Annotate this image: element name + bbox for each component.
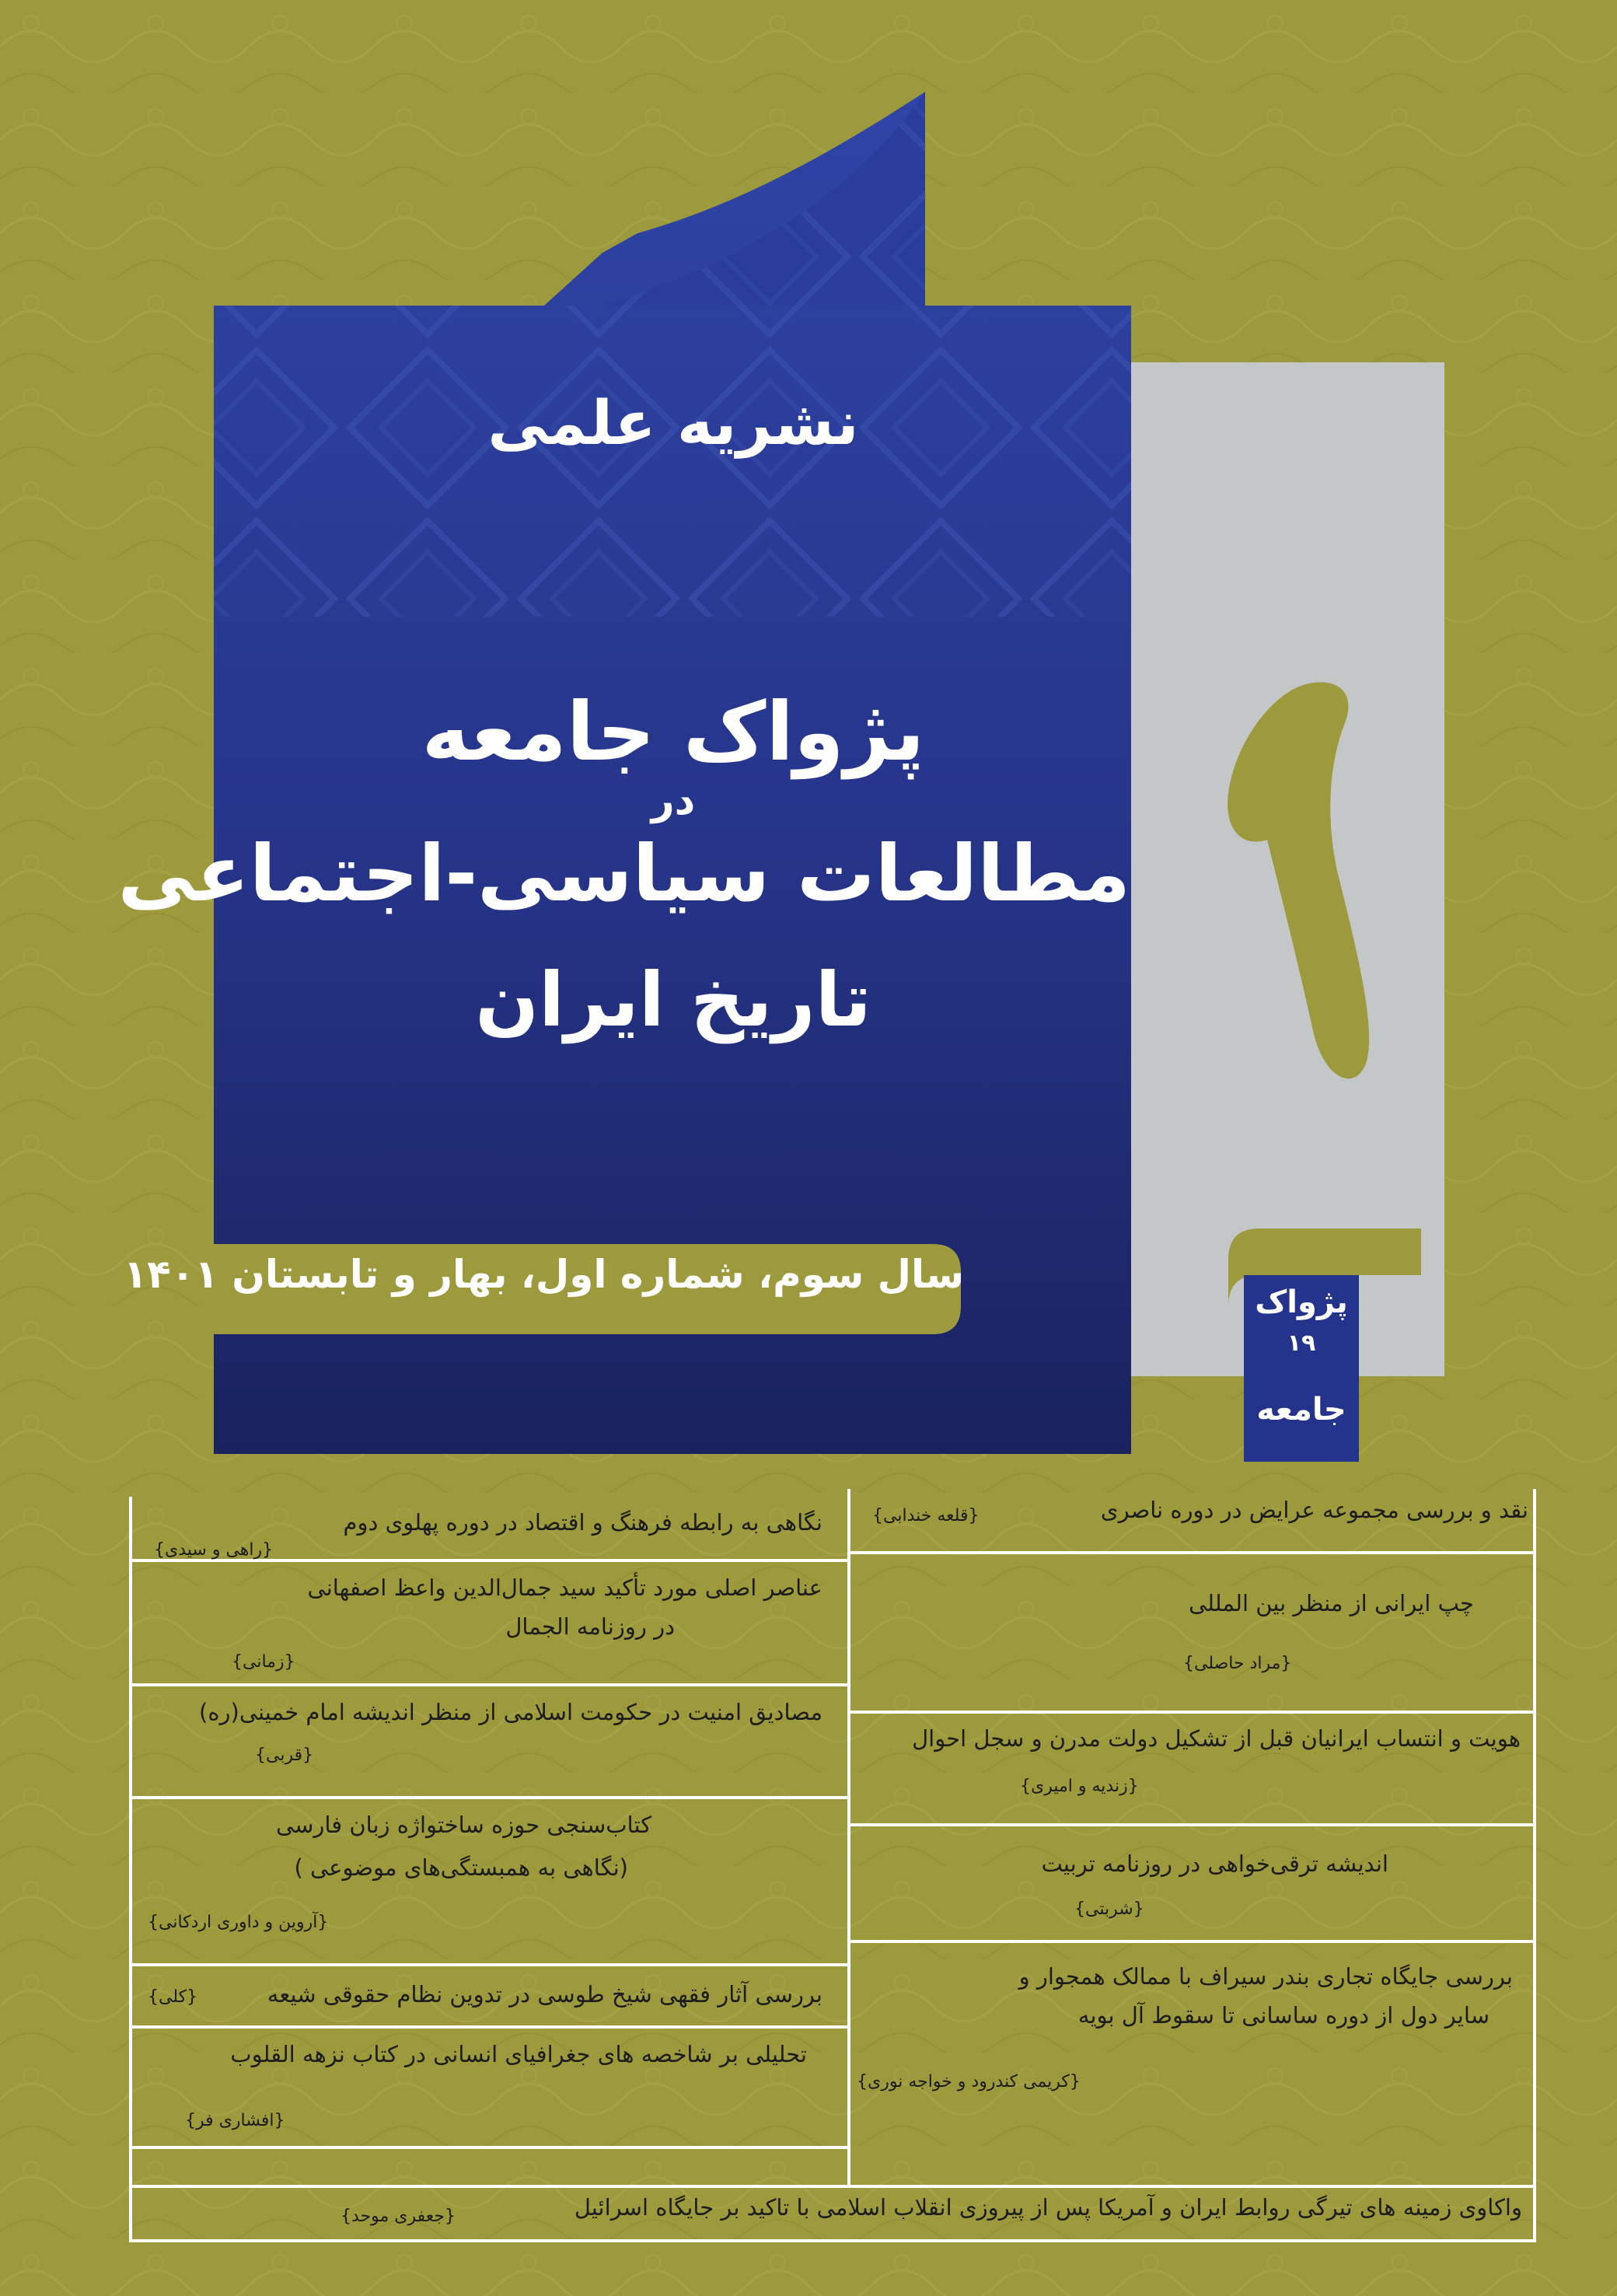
title-connector: در — [651, 778, 696, 824]
issue-info: سال سوم، شماره اول، بهار و تابستان ۱۴۰۱ — [123, 1252, 964, 1297]
toc-title: عناصر اصلی مورد تأکید سید جمال‌الدین واعظ اصفهانی — [307, 1574, 822, 1601]
issue-number-glyph — [1189, 669, 1392, 1104]
toc-item[interactable] — [138, 1574, 838, 1683]
toc-author: {زمانی} — [232, 1652, 295, 1672]
toc-author: {زندیه و امیری} — [1020, 1777, 1139, 1796]
toc-author: {قربی} — [255, 1746, 314, 1765]
toc-title: واکاوی زمینه های تیرگی روابط ایران و آمریکا پس از پیروزی انقلاب اسلامی با تاکید بر جایگاه اسرائیل — [574, 2194, 1522, 2221]
toc-title: اندیشه ترقی‌خواهی در روزنامه تربیت — [1041, 1850, 1388, 1877]
logo-line2: جامعه — [1256, 1392, 1346, 1428]
magazine-type: نشریه علمی — [487, 389, 859, 459]
toc-item[interactable] — [138, 1699, 838, 1792]
toc-item[interactable] — [138, 2193, 1530, 2235]
journal-logo — [1244, 1275, 1359, 1462]
toc-author: {کریمی کندرود و خواجه نوری} — [857, 2072, 1081, 2092]
toc-title: کتاب‌سنجی حوزه ساختواژه زبان فارسی — [275, 1812, 651, 1838]
toc-item[interactable] — [857, 1955, 1528, 2111]
toc-item[interactable] — [857, 1722, 1528, 1819]
toc-author: {کلی} — [148, 1987, 198, 2007]
toc-item[interactable] — [138, 1975, 838, 2022]
toc-title: مصادیق امنیت در حکومت اسلامی از منظر اندیشه امام خمینی(ره) — [199, 1699, 822, 1725]
toc-item[interactable] — [138, 1812, 838, 1959]
toc-author: {قلعه خندابی} — [872, 1506, 980, 1525]
toc-author: {مراد حاصلی} — [1183, 1654, 1292, 1673]
toc-title: هویت و انتساب ایرانیان قبل از تشکیل دولت مدرن و سجل احوال — [912, 1725, 1521, 1752]
toc-item[interactable] — [138, 1504, 838, 1559]
toc-title-line2: سایر دول از دوره ساسانی تا سقوط آل بویه — [1077, 2002, 1490, 2029]
logo-line1: پژواک — [1255, 1284, 1348, 1320]
toc-item[interactable] — [138, 2041, 838, 2142]
toc-title: نگاهی به رابطه فرهنگ و اقتصاد در دوره پهلوی دوم — [343, 1509, 822, 1536]
toc-title: چپ ایرانی از منظر بین المللی — [1189, 1590, 1474, 1616]
toc-item[interactable] — [857, 1567, 1528, 1707]
toc-author: {افشاری فر} — [185, 2111, 285, 2130]
table-of-contents — [123, 1489, 1538, 2274]
toc-title: بررسی جایگاه تجاری بندر سیراف با ممالک همجوار و — [1018, 1963, 1513, 1990]
toc-author: {جعفری موحد} — [341, 2207, 456, 2226]
title-line3: تاریخ ایران — [475, 956, 871, 1043]
toc-item[interactable] — [857, 1489, 1528, 1550]
toc-title: بررسی آثار فقهی شیخ طوسی در تدوین نظام حقوقی شیعه — [267, 1981, 822, 2008]
toc-title: نقد و بررسی مجموعه عرایض در دوره ناصری — [1100, 1497, 1528, 1523]
title-line2: مطالعات سیاسی-اجتماعی — [117, 828, 1130, 919]
toc-author: {شربتی} — [1074, 1899, 1144, 1919]
title-line1: پژواک جامعه — [421, 684, 925, 779]
toc-author: {آروین و داوری اردکانی} — [148, 1913, 329, 1932]
toc-title-line2: در روزنامه الجمال — [505, 1613, 675, 1640]
toc-title-line2: (نگاهی به همبستگی‌های موضوعی ) — [294, 1854, 628, 1881]
toc-title: تحلیلی بر شاخصه های جغرافیای انسانی در کتاب نزهه القلوب — [230, 2041, 807, 2067]
toc-author: {راهی و سیدی} — [154, 1540, 274, 1560]
logo-digits: ۱۹ — [1287, 1330, 1316, 1357]
toc-item[interactable] — [857, 1835, 1528, 1936]
